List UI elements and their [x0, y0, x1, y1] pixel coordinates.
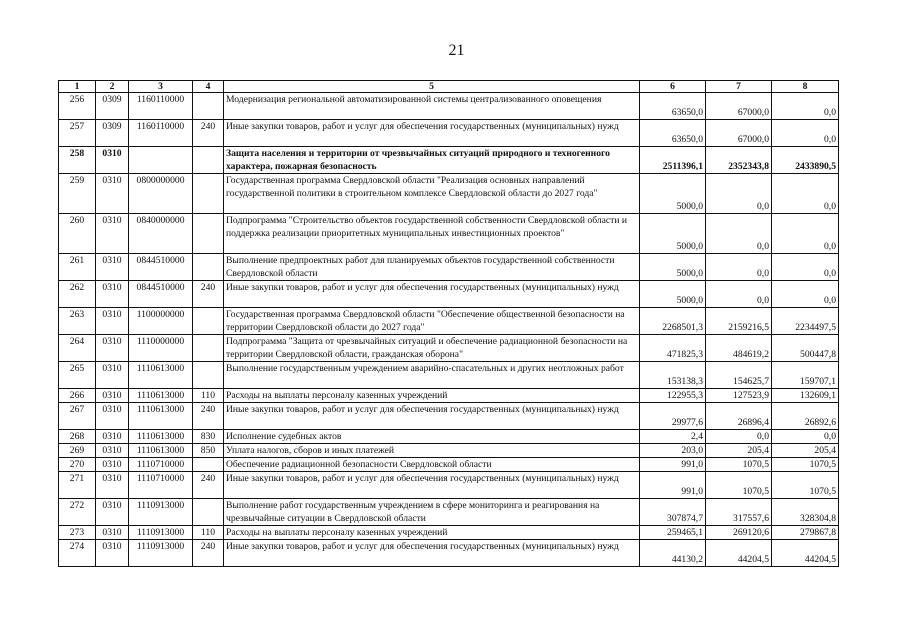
section-code: 0310	[96, 254, 129, 281]
section-code: 0309	[96, 120, 129, 147]
table-row	[59, 458, 839, 472]
target-article-code: 1160110000	[129, 120, 193, 147]
target-article-code: 1110913000	[129, 540, 193, 567]
item-name: Иные закупки товаров, работ и услуг для обеспечения государственных (муниципальных) нужд	[224, 403, 640, 430]
amount-year-1: 29977,6	[640, 403, 706, 430]
section-code: 0310	[96, 458, 129, 472]
table-row	[59, 472, 839, 499]
table-row	[59, 526, 839, 540]
table-row	[59, 403, 839, 430]
target-article-code: 1100000000	[129, 308, 193, 335]
table-row	[59, 444, 839, 458]
section-code: 0310	[96, 389, 129, 403]
amount-year-3: 500447,8	[772, 335, 839, 362]
section-code: 0310	[96, 526, 129, 540]
expense-type-code	[193, 362, 224, 389]
amount-year-3: 26892,6	[772, 403, 839, 430]
header-col-3: 3	[129, 81, 193, 93]
item-name: Подпрограмма "Защита от чрезвычайных ситуаций и обеспечение радиационной безопасности на территории Свердловской области, гражданская оборона"	[224, 335, 640, 362]
section-code: 0310	[96, 362, 129, 389]
target-article-code: 1110000000	[129, 335, 193, 362]
amount-year-3: 328304,8	[772, 499, 839, 526]
expense-type-code: 850	[193, 444, 224, 458]
amount-year-3: 0,0	[772, 120, 839, 147]
header-col-4: 4	[193, 81, 224, 93]
row-number: 270	[59, 458, 96, 472]
row-number: 263	[59, 308, 96, 335]
row-number: 271	[59, 472, 96, 499]
amount-year-2: 269120,6	[706, 526, 772, 540]
section-code: 0310	[96, 499, 129, 526]
item-name: Иные закупки товаров, работ и услуг для обеспечения государственных (муниципальных) нужд	[224, 281, 640, 308]
section-code: 0310	[96, 174, 129, 214]
row-number: 267	[59, 403, 96, 430]
target-article-code: 1110613000	[129, 403, 193, 430]
header-row	[59, 81, 839, 93]
amount-year-2: 0,0	[706, 254, 772, 281]
amount-year-2: 67000,0	[706, 93, 772, 120]
item-name: Выполнение государственным учреждением аварийно-спасательных и других неотложных работ	[224, 362, 640, 389]
table-row	[59, 499, 839, 526]
target-article-code: 0800000000	[129, 174, 193, 214]
amount-year-3: 0,0	[772, 214, 839, 254]
item-name: Выполнение работ государственным учреждением в сфере мониторинга и реагирования на чрезвычайные ситуации в Свердловской области	[224, 499, 640, 526]
table-row	[59, 254, 839, 281]
header-col-1: 1	[59, 81, 96, 93]
header-col-5: 5	[224, 81, 640, 93]
target-article-code: 0844510000	[129, 254, 193, 281]
expense-type-code	[193, 254, 224, 281]
amount-year-2: 26896,4	[706, 403, 772, 430]
table-row	[59, 147, 839, 174]
item-name: Расходы на выплаты персоналу казенных учреждений	[224, 526, 640, 540]
item-name: Иные закупки товаров, работ и услуг для обеспечения государственных (муниципальных) нужд	[224, 120, 640, 147]
target-article-code: 1110913000	[129, 526, 193, 540]
target-article-code: 1110710000	[129, 472, 193, 499]
amount-year-1: 63650,0	[640, 120, 706, 147]
page-number: 21	[448, 42, 465, 59]
target-article-code: 1110613000	[129, 362, 193, 389]
amount-year-3: 44204,5	[772, 540, 839, 567]
amount-year-2: 0,0	[706, 214, 772, 254]
table-row	[59, 430, 839, 444]
amount-year-2: 67000,0	[706, 120, 772, 147]
amount-year-2: 2159216,5	[706, 308, 772, 335]
amount-year-1: 153138,3	[640, 362, 706, 389]
amount-year-3: 205,4	[772, 444, 839, 458]
expense-type-code: 240	[193, 120, 224, 147]
expense-type-code: 240	[193, 472, 224, 499]
amount-year-1: 259465,1	[640, 526, 706, 540]
table-row	[59, 174, 839, 214]
amount-year-3: 279867,8	[772, 526, 839, 540]
amount-year-3: 1070,5	[772, 472, 839, 499]
section-code: 0310	[96, 281, 129, 308]
section-code: 0310	[96, 335, 129, 362]
amount-year-1: 5000,0	[640, 174, 706, 214]
expense-type-code: 240	[193, 281, 224, 308]
row-number: 265	[59, 362, 96, 389]
amount-year-1: 63650,0	[640, 93, 706, 120]
section-code: 0310	[96, 214, 129, 254]
expense-type-code	[193, 147, 224, 174]
row-number: 269	[59, 444, 96, 458]
amount-year-1: 991,0	[640, 472, 706, 499]
table-row	[59, 335, 839, 362]
expense-type-code	[193, 214, 224, 254]
section-code: 0310	[96, 444, 129, 458]
amount-year-1: 203,0	[640, 444, 706, 458]
target-article-code: 1110913000	[129, 499, 193, 526]
row-number: 264	[59, 335, 96, 362]
row-number: 261	[59, 254, 96, 281]
target-article-code	[129, 147, 193, 174]
item-name: Расходы на выплаты персоналу казенных учреждений	[224, 389, 640, 403]
item-name: Государственная программа Свердловской области "Обеспечение общественной безопасности на территории Свердловской области до 2027 года"	[224, 308, 640, 335]
amount-year-2: 1070,5	[706, 458, 772, 472]
item-name: Иные закупки товаров, работ и услуг для обеспечения государственных (муниципальных) нужд	[224, 472, 640, 499]
amount-year-1: 5000,0	[640, 281, 706, 308]
row-number: 257	[59, 120, 96, 147]
amount-year-1: 2268501,3	[640, 308, 706, 335]
row-number: 268	[59, 430, 96, 444]
section-code: 0310	[96, 540, 129, 567]
amount-year-2: 205,4	[706, 444, 772, 458]
amount-year-1: 122955,3	[640, 389, 706, 403]
expense-type-code	[193, 335, 224, 362]
amount-year-1: 5000,0	[640, 254, 706, 281]
section-code: 0310	[96, 403, 129, 430]
expense-type-code: 240	[193, 540, 224, 567]
amount-year-3: 159707,1	[772, 362, 839, 389]
amount-year-3: 0,0	[772, 430, 839, 444]
section-code: 0309	[96, 93, 129, 120]
table-row	[59, 281, 839, 308]
section-code: 0310	[96, 147, 129, 174]
amount-year-2: 1070,5	[706, 472, 772, 499]
target-article-code: 1110613000	[129, 389, 193, 403]
amount-year-2: 44204,5	[706, 540, 772, 567]
amount-year-1: 991,0	[640, 458, 706, 472]
row-number: 262	[59, 281, 96, 308]
amount-year-2: 0,0	[706, 174, 772, 214]
amount-year-3: 0,0	[772, 93, 839, 120]
table-row	[59, 214, 839, 254]
section-code: 0310	[96, 472, 129, 499]
table-row	[59, 389, 839, 403]
item-name: Иные закупки товаров, работ и услуг для обеспечения государственных (муниципальных) нужд	[224, 540, 640, 567]
amount-year-3: 2234497,5	[772, 308, 839, 335]
amount-year-1: 471825,3	[640, 335, 706, 362]
expense-type-code: 830	[193, 430, 224, 444]
item-name: Уплата налогов, сборов и иных платежей	[224, 444, 640, 458]
item-name: Государственная программа Свердловской области "Реализация основных направлений государственной политики в строительном комплексе Свердловской области до 2027 года"	[224, 174, 640, 214]
row-number: 272	[59, 499, 96, 526]
header-col-7: 7	[706, 81, 772, 93]
expense-type-code: 110	[193, 526, 224, 540]
budget-table	[58, 80, 839, 567]
row-number: 274	[59, 540, 96, 567]
amount-year-1: 2,4	[640, 430, 706, 444]
amount-year-2: 127523,9	[706, 389, 772, 403]
amount-year-1: 2511396,1	[640, 147, 706, 174]
table-row	[59, 540, 839, 567]
target-article-code: 1110710000	[129, 458, 193, 472]
table-row	[59, 93, 839, 120]
amount-year-3: 1070,5	[772, 458, 839, 472]
table-row	[59, 308, 839, 335]
header-col-2: 2	[96, 81, 129, 93]
amount-year-3: 2433890,5	[772, 147, 839, 174]
expense-type-code	[193, 93, 224, 120]
item-name: Защита населения и территории от чрезвычайных ситуаций природного и техногенного характера, пожарная безопасность	[224, 147, 640, 174]
expense-type-code: 110	[193, 389, 224, 403]
item-name: Подпрограмма "Строительство объектов государственной собственности Свердловской области и поддержка реализации приоритетных муниципальных инвестиционных проектов"	[224, 214, 640, 254]
amount-year-1: 44130,2	[640, 540, 706, 567]
expense-type-code	[193, 174, 224, 214]
amount-year-3: 0,0	[772, 281, 839, 308]
amount-year-2: 317557,6	[706, 499, 772, 526]
target-article-code: 0844510000	[129, 281, 193, 308]
amount-year-3: 0,0	[772, 174, 839, 214]
row-number: 273	[59, 526, 96, 540]
section-code: 0310	[96, 430, 129, 444]
row-number: 259	[59, 174, 96, 214]
amount-year-2: 154625,7	[706, 362, 772, 389]
row-number: 260	[59, 214, 96, 254]
amount-year-1: 5000,0	[640, 214, 706, 254]
amount-year-2: 484619,2	[706, 335, 772, 362]
section-code: 0310	[96, 308, 129, 335]
item-name: Исполнение судебных актов	[224, 430, 640, 444]
header-col-6: 6	[640, 81, 706, 93]
item-name: Обеспечение радиационной безопасности Свердловской области	[224, 458, 640, 472]
table-row	[59, 362, 839, 389]
row-number: 258	[59, 147, 96, 174]
amount-year-2: 0,0	[706, 430, 772, 444]
expense-type-code	[193, 458, 224, 472]
expense-type-code: 240	[193, 403, 224, 430]
amount-year-3: 132609,1	[772, 389, 839, 403]
item-name: Выполнение предпроектных работ для планируемых объектов государственной собственности Свердловской области	[224, 254, 640, 281]
row-number: 266	[59, 389, 96, 403]
target-article-code: 0840000000	[129, 214, 193, 254]
amount-year-2: 2352343,8	[706, 147, 772, 174]
table-row	[59, 120, 839, 147]
item-name: Модернизация региональной автоматизированной системы централизованного оповещения	[224, 93, 640, 120]
target-article-code: 1160110000	[129, 93, 193, 120]
target-article-code: 1110613000	[129, 444, 193, 458]
amount-year-1: 307874,7	[640, 499, 706, 526]
amount-year-3: 0,0	[772, 254, 839, 281]
header-col-8: 8	[772, 81, 839, 93]
target-article-code: 1110613000	[129, 430, 193, 444]
expense-type-code	[193, 308, 224, 335]
amount-year-2: 0,0	[706, 281, 772, 308]
row-number: 256	[59, 93, 96, 120]
expense-type-code	[193, 499, 224, 526]
